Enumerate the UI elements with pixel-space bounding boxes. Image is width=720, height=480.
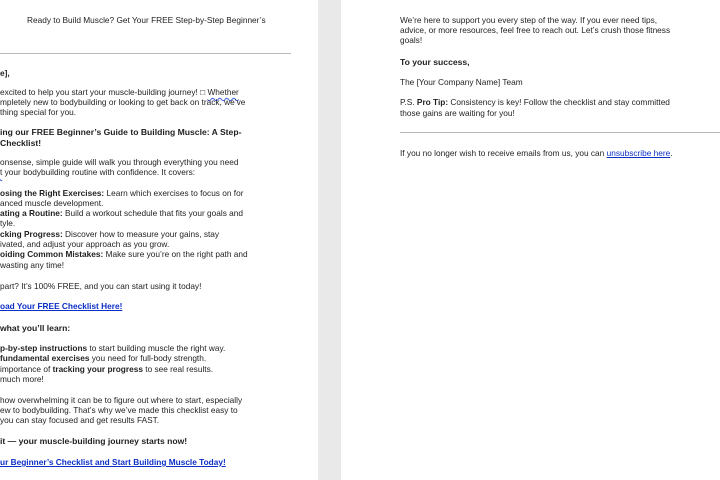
cover-item-4-cont: wasting any time! bbox=[0, 260, 65, 270]
intro-line-1: excited to help you start your muscle-building journey! □ Whether bbox=[0, 87, 239, 97]
support-line-1: We’re here to support you every step of the way. If you ever need tips, bbox=[400, 15, 658, 25]
support-line-3: goals! bbox=[400, 35, 423, 45]
overwhelm-line-1: how overwhelming it can be to figure out where to start, especially bbox=[0, 395, 243, 405]
page-gutter bbox=[318, 0, 341, 480]
signoff: To your success, bbox=[400, 57, 470, 67]
cover-item-3-cont: ivated, and adjust your approach as you grow. bbox=[0, 239, 170, 249]
team-name: The [Your Company Name] Team bbox=[400, 77, 523, 87]
cover-item-3: cking Progress: Discover how to measure your gains, stay bbox=[0, 229, 220, 239]
learn-heading: what you’ll learn: bbox=[0, 323, 71, 333]
greeting: e], bbox=[0, 68, 10, 78]
learn-item-2: fundamental exercises you need for full-body strength. bbox=[0, 353, 207, 363]
intro-line-2: mpletely new to bodybuilding or looking to get back on track, we’ve bbox=[0, 97, 246, 107]
ps-line-1: P.S. Pro Tip: Consistency is key! Follow the checklist and stay committed bbox=[400, 97, 670, 107]
cover-item-1-cont: anced muscle development. bbox=[0, 198, 104, 208]
cover-item-2: ating a Routine: Build a workout schedule that fits your goals and bbox=[0, 208, 244, 218]
cover-item-2-cont: tyle. bbox=[0, 218, 16, 228]
learn-item-3: importance of tracking your progress to see real results. bbox=[0, 364, 214, 374]
overwhelm-line-2: ew to bodybuilding. That’s why we’ve made this checklist easy to bbox=[0, 405, 238, 415]
intro-line-3: thing special for you. bbox=[0, 107, 77, 117]
learn-item-4: much more! bbox=[0, 374, 44, 384]
download-checklist-link[interactable]: oad Your FREE Checklist Here! bbox=[0, 301, 123, 311]
document-page-left bbox=[0, 0, 318, 480]
guide-desc-line-1: onsense, simple guide will walk you through everything you need bbox=[0, 157, 239, 167]
learn-item-1: p-by-step instructions to start building muscle the right way. bbox=[0, 343, 226, 353]
guide-heading-line-2: Checklist! bbox=[0, 138, 42, 148]
free-line: part? It’s 100% FREE, and you can start using it today! bbox=[0, 281, 202, 291]
guide-desc-line-2: t your bodybuilding routine with confidence. It covers: bbox=[0, 167, 196, 177]
divider bbox=[0, 53, 291, 54]
divider bbox=[400, 132, 720, 133]
cta-link[interactable]: ur Beginner’s Checklist and Start Building Muscle Today! bbox=[0, 457, 226, 467]
unsubscribe-link[interactable]: unsubscribe here bbox=[606, 148, 671, 158]
cover-item-4: oiding Common Mistakes: Make sure you’re on the right path and bbox=[0, 249, 248, 259]
cta-text: it — your muscle-building journey starts now! bbox=[0, 436, 188, 446]
guide-heading-line-1: ing our FREE Beginner’s Guide to Building Muscle: A Step- bbox=[0, 127, 242, 137]
subject-line: Ready to Build Muscle? Get Your FREE Step-by-Step Beginner’s bbox=[27, 15, 266, 25]
support-line-2: advice, or more resources, feel free to reach out. Let’s crush those fitness bbox=[400, 25, 671, 35]
cover-item-1: osing the Right Exercises: Learn which exercises to focus on for bbox=[0, 188, 244, 198]
unsubscribe-line: If you no longer wish to receive emails from us, you can unsubscribe here. bbox=[400, 148, 673, 158]
ps-line-2: those gains are waiting for you! bbox=[400, 108, 515, 118]
document-page-right bbox=[341, 0, 720, 480]
overwhelm-line-3: you can stay focused and get results FAST. bbox=[0, 415, 160, 425]
